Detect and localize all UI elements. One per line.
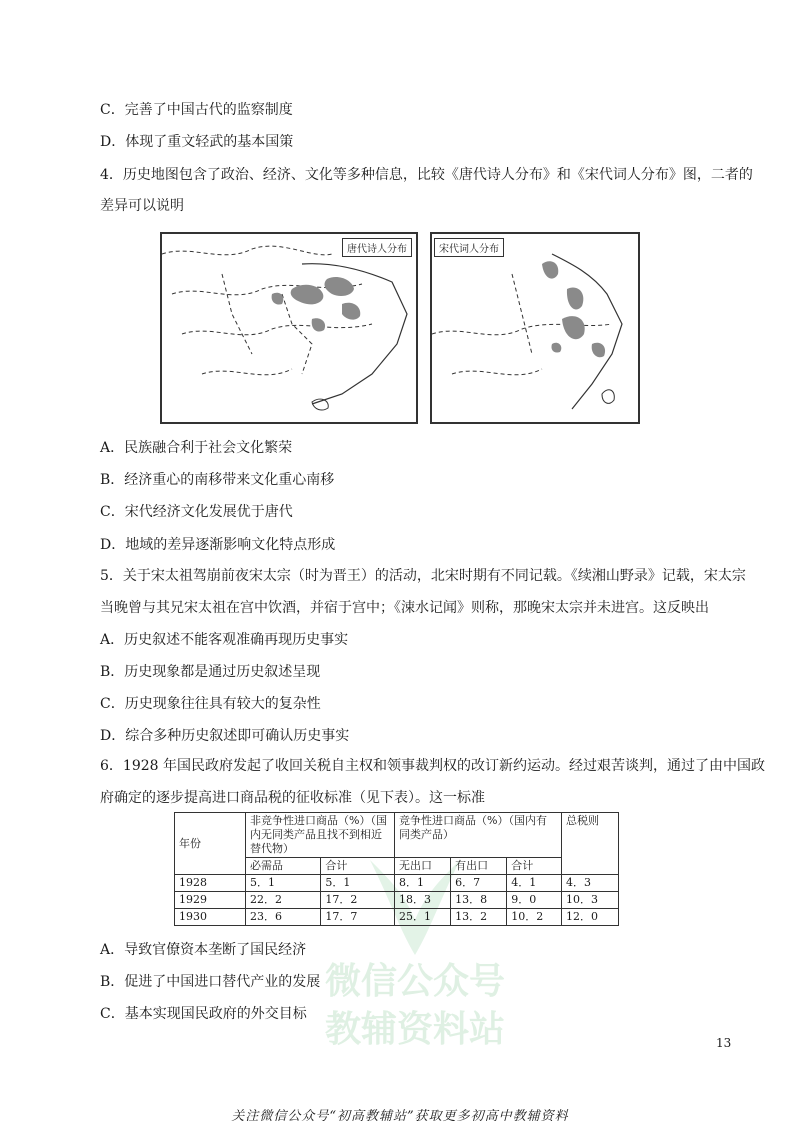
q6-stem-line-2: 府确定的逐步提高进口商品税的征收标准（见下表）。这一标准 <box>100 790 485 806</box>
q6-option-b: B．促进了中国进口替代产业的发展 <box>100 974 321 990</box>
q4-option-b: B．经济重心的南移带来文化重心南移 <box>100 472 335 488</box>
cell-has-export: 13．2 <box>451 909 507 926</box>
q3-option-c: C．完善了中国古代的监察制度 <box>100 102 293 118</box>
page-number: 13 <box>716 1036 732 1050</box>
q6-stem-line-1: 6．1928 年国民政府发起了收回关税自主权和领事裁判权的改订新约运动。经过艰苦谈判，通过了由中国政 <box>100 758 765 774</box>
q5-option-a: A．历史叙述不能客观准确再现历史事实 <box>100 632 349 648</box>
cell-has-export: 13．8 <box>451 892 507 909</box>
subheader-necessities: 必需品 <box>246 858 321 875</box>
tang-poets-map <box>160 232 418 424</box>
q5-stem-line-2: 当晚曾与其兄宋太祖在宫中饮酒，并宿于宫中；《涑水记闻》则称，那晚宋太宗并未进宫。这反映出 <box>100 600 709 616</box>
cell-year: 1929 <box>175 892 246 909</box>
cell-no-export: 25．1 <box>395 909 451 926</box>
subheader-no-export: 无出口 <box>395 858 451 875</box>
cell-year: 1928 <box>175 875 246 892</box>
tang-map-drawing <box>162 234 416 422</box>
q5-option-b: B．历史现象都是通过历史叙述呈现 <box>100 664 321 680</box>
q4-option-c: C．宋代经济文化发展优于唐代 <box>100 504 293 520</box>
cell-necessities: 22．2 <box>246 892 321 909</box>
footer-promo: 关注微信公众号“初高教辅站”获取更多初高中教辅资料 <box>231 1109 569 1124</box>
tang-map-label: 唐代诗人分布 <box>342 238 412 257</box>
cell-no-export: 18．3 <box>395 892 451 909</box>
q4-stem-line-1: 4．历史地图包含了政治、经济、文化等多种信息，比较《唐代诗人分布》和《宋代词人分布》图，二者的 <box>100 167 753 183</box>
cell-total-tariff: 10．3 <box>562 892 619 909</box>
cell-total-b: 9．0 <box>507 892 562 909</box>
song-map-label: 宋代词人分布 <box>434 238 504 257</box>
table-row <box>175 909 619 926</box>
cell-total-b: 10．2 <box>507 909 562 926</box>
q3-option-d: D．体现了重文轻武的基本国策 <box>100 134 294 150</box>
cell-year: 1930 <box>175 909 246 926</box>
tariff-table <box>174 812 619 926</box>
song-lyricists-map <box>430 232 640 424</box>
cell-no-export: 8．1 <box>395 875 451 892</box>
cell-has-export: 6．7 <box>451 875 507 892</box>
q4-option-d: D．地域的差异逐渐影响文化特点形成 <box>100 537 336 553</box>
q4-stem-line-2: 差异可以说明 <box>100 198 184 214</box>
subheader-has-export: 有出口 <box>451 858 507 875</box>
cell-necessities: 5．1 <box>246 875 321 892</box>
song-map-drawing <box>432 234 638 422</box>
q5-option-c: C．历史现象往往具有较大的复杂性 <box>100 696 321 712</box>
header-noncompetitive: 非竞争性进口商品（%）（国内无同类产品且找不到相近替代物） <box>246 813 395 858</box>
cell-total-a: 17．2 <box>321 892 395 909</box>
q6-option-a: A．导致官僚资本垄断了国民经济 <box>100 942 307 958</box>
subheader-total-a: 合计 <box>321 858 395 875</box>
map-figure <box>160 232 640 422</box>
q4-option-a: A．民族融合利于社会文化繁荣 <box>100 440 293 456</box>
cell-necessities: 23．6 <box>246 909 321 926</box>
header-year: 年份 <box>175 813 246 875</box>
cell-total-tariff: 4．3 <box>562 875 619 892</box>
cell-total-a: 5．1 <box>321 875 395 892</box>
watermark-line-1: 微信公众号 <box>324 961 505 1002</box>
watermark-line-2: 教辅资料站 <box>324 1009 505 1050</box>
header-total-tariff: 总税则 <box>562 813 619 875</box>
table-row <box>175 892 619 909</box>
q6-option-c: C．基本实现国民政府的外交目标 <box>100 1006 307 1022</box>
cell-total-b: 4．1 <box>507 875 562 892</box>
table-row <box>175 875 619 892</box>
q5-stem-line-1: 5．关于宋太祖驾崩前夜宋太宗（时为晋王）的活动，北宋时期有不同记载。《续湘山野录》记载，宋太宗 <box>100 568 746 584</box>
subheader-total-b: 合计 <box>507 858 562 875</box>
header-competitive: 竞争性进口商品（%）（国内有同类产品） <box>395 813 562 858</box>
q5-option-d: D．综合多种历史叙述即可确认历史事实 <box>100 728 350 744</box>
cell-total-a: 17．7 <box>321 909 395 926</box>
cell-total-tariff: 12．0 <box>562 909 619 926</box>
